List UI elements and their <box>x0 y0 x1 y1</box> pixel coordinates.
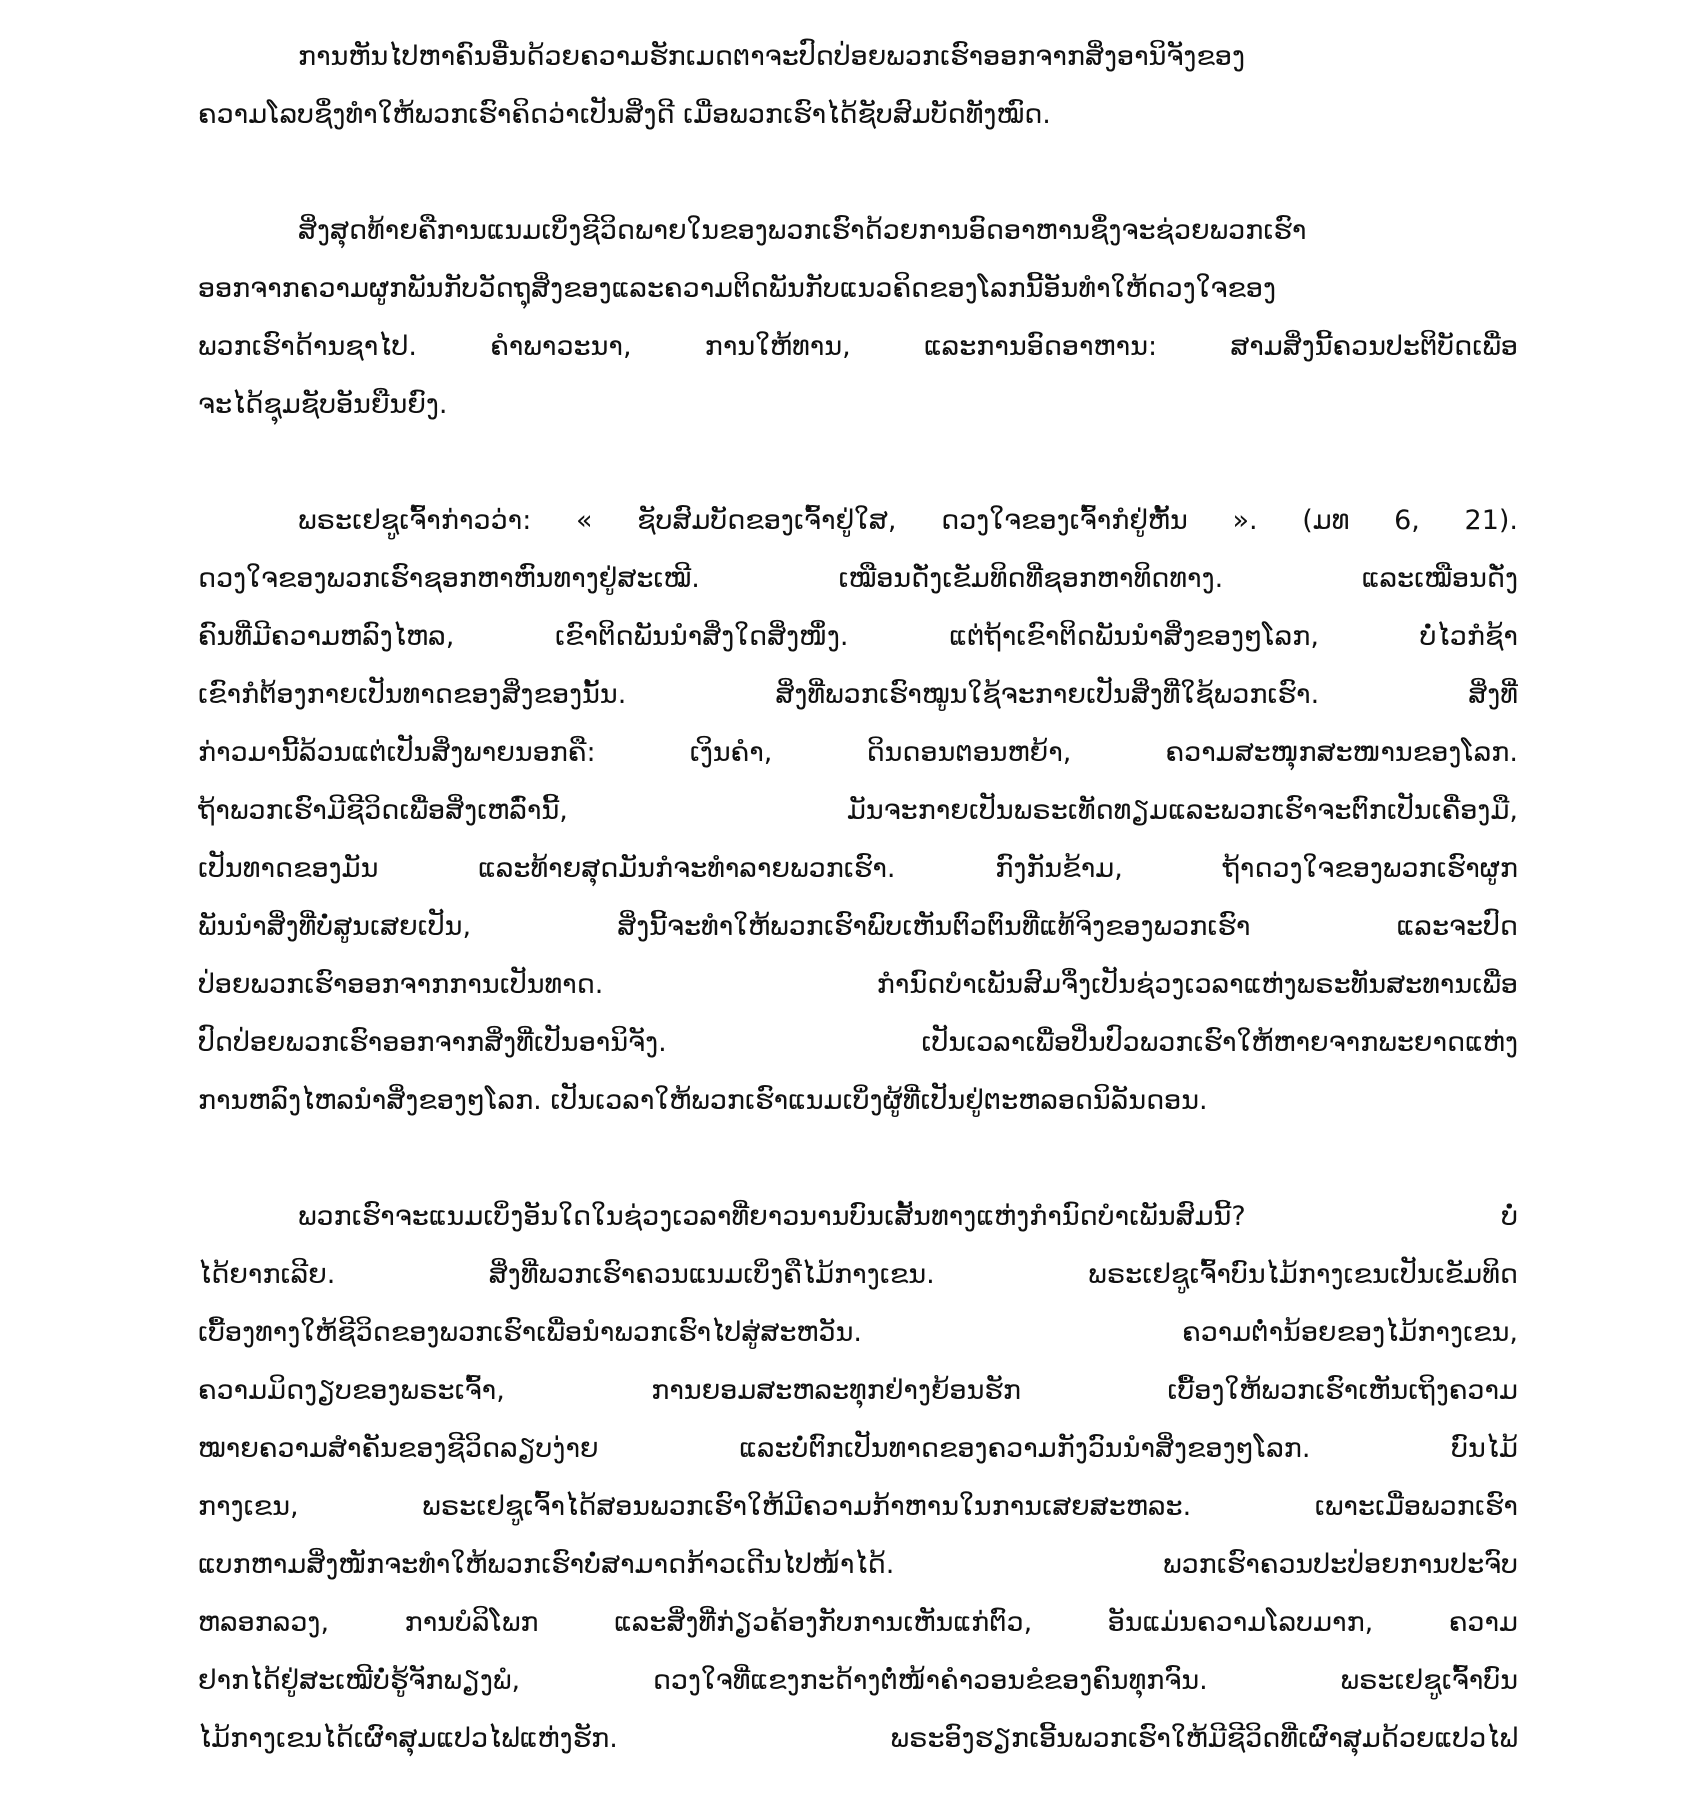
paragraph-gap <box>198 1130 1518 1188</box>
text-line: ຄົນທີ່ມີຄວາມຫລົງໄຫລ, ເຂົາຕິດພັນນຳສິ່ງໃດສິ່ງໜຶ່ງ. ແຕ່ຖ້າເຂົາຕິດພັນນຳສິ່ງຂອງໆໂລກ, ບໍ່ໄວກໍຊ້າ <box>198 621 1518 652</box>
paragraph-2 <box>198 202 1518 434</box>
text-line: ໄດ້ຍາກເລີຍ. ສິ່ງທີ່ພວກເຮົາຄວນແນມເບິ່ງຄືໄມ້ກາງເຂນ. ພຣະເຢຊູເຈົ້າບົນໄມ້ກາງເຂນເປັນເຂັມທິດ <box>198 1259 1518 1290</box>
text-line: ຄວາມມິດງຽບຂອງພຣະເຈົ້າ, ການຍອມສະຫລະທຸກຢ່າງຍ້ອນຮັກ ເບື້ອງໃຫ້ພວກເຮົາເຫັນເຖິງຄວາມ <box>198 1375 1518 1406</box>
text-line: ຢາກໄດ້ຢູ່ສະເໝີບໍ່ຮູ້ຈັກພຽງພໍ, ດວງໃຈທີ່ແຂງກະດ້າງຕໍ່ໜ້າຄຳວອນຂໍຂອງຄົນທຸກຈົນ. ພຣະເຢຊູເຈົ້າບົນ <box>198 1665 1518 1696</box>
text-line: ຫລອກລວງ, ການບໍລິໂພກ ແລະສິ່ງທີ່ກ່ຽວຄ້ອງກັບການເຫັນແກ່ຕົວ, ອັນແມ່ນຄວາມໂລບມາກ, ຄວາມ <box>198 1607 1518 1638</box>
text-line: ເປັນທາດຂອງມັນ ແລະທ້າຍສຸດມັນກໍຈະທຳລາຍພວກເຮົາ. ກົງກັນຂ້າມ, ຖ້າດວງໃຈຂອງພວກເຮົາຜູກ <box>198 853 1518 884</box>
paragraph-gap <box>198 144 1518 202</box>
text-line: ຖ້າພວກເຮົາມີຊີວິດເພື່ອສິ່ງເຫລົ່ານີ້, ມັນຈະກາຍເປັນພຣະເທັດທຽມແລະພວກເຮົາຈະຕົກເປັນເຄື່ອງມື, <box>198 795 1518 826</box>
text-line: ປົດປ່ອຍພວກເຮົາອອກຈາກສິ່ງທີ່ເປັນອານິຈັງ. ເປັນເວລາເພື່ອປິ່ນປົວພວກເຮົາໃຫ້ຫາຍຈາກພະຍາດແຫ່ງ <box>198 1027 1518 1058</box>
text-line: ການຫລົງໄຫລນຳສິ່ງຂອງໆໂລກ. ເປັນເວລາໃຫ້ພວກເຮົາແນມເບິ່ງຜູ້ທີ່ເປັນຢູ່ຕະຫລອດນິລັນດອນ. <box>198 1085 1208 1116</box>
text-line: ໄມ້ກາງເຂນໄດ້ເຜົາສຸມແປວໄຟແຫ່ງຮັກ. ພຣະອົງຮຽກເອີ້ນພວກເຮົາໃຫ້ມີຊີວິດທີ່ເຜົາສຸມດ້ວຍແປວໄຟ <box>198 1723 1518 1754</box>
text-line: ຈະໄດ້ຊຸມຊັບອັນຍືນຍົງ. <box>198 389 448 420</box>
paragraph-4 <box>198 1188 1518 1768</box>
text-line: ອອກຈາກຄວາມຜູກພັນກັບວັດຖຸສິ່ງຂອງແລະຄວາມຕິດພັນກັບແນວຄິດຂອງໂລກນີ້ອັນທຳໃຫ້ດວງໃຈຂອງ <box>198 273 1277 304</box>
text-line: ກ່າວມານີ້ລ້ວນແຕ່ເປັນສິ່ງພາຍນອກຄື: ເງິນຄຳ, ດິນດອນຕອນຫຍ້າ, ຄວາມສະໜຸກສະໜານຂອງໂລກ. <box>198 737 1518 768</box>
text-line: ຄວາມໂລບຊຶ່ງທຳໃຫ້ພວກເຮົາຄິດວ່າເປັນສິ່ງດີ ເມື່ອພວກເຮົາໄດ້ຊັບສົມບັດທັງໝົດ. <box>198 99 1051 130</box>
paragraph-1 <box>198 28 1518 144</box>
text-line: ປ່ອຍພວກເຮົາອອກຈາກການເປັນທາດ. ກຳນົດບຳເພັນສົມຈຶ່ງເປັນຊ່ວງເວລາແຫ່ງພຣະທັນສະທານເພື່ອ <box>198 969 1518 1000</box>
text-line: ພວກເຮົາດ້ານຊາໄປ. ຄຳພາວະນາ, ການໃຫ້ທານ, ແລະການອົດອາຫານ: ສາມສິ່ງນີ້ຄວນປະຕິບັດເພື່ອ <box>198 331 1518 362</box>
text-line: ແບກຫາມສິ່ງໜັກຈະທຳໃຫ້ພວກເຮົາບໍ່ສາມາດກ້າວເດີນໄປໜ້າໄດ້. ພວກເຮົາຄວນປະປ່ອຍການປະຈົບ <box>198 1549 1518 1580</box>
text-line: ພວກເຮົາຈະແນມເບິ່ງອັນໃດໃນຊ່ວງເວລາທີ່ຍາວນານບົນເສັ້ນທາງແຫ່ງກຳນົດບຳເພັນສົມນີ້? ບໍ່ <box>298 1201 1518 1232</box>
paragraph-3 <box>198 492 1518 1130</box>
text-line: ໝາຍຄວາມສຳຄັນຂອງຊີວິດລຽບງ່າຍ ແລະບໍ່ຕົກເປັນທາດຂອງຄວາມກັງວົນນຳສິ່ງຂອງໆໂລກ. ບົນໄມ້ <box>198 1433 1518 1464</box>
text-line: ການຫັນໄປຫາຄົນອື່ນດ້ວຍຄວາມຮັກເມດຕາຈະປົດປ່ອຍພວກເຮົາອອກຈາກສິ່ງອານິຈັງຂອງ <box>298 41 1246 72</box>
paragraph-gap <box>198 434 1518 492</box>
text-line: ພັນນຳສິ່ງທີ່ບໍ່ສູນເສຍເປັນ, ສິ່ງນີ້ຈະທຳໃຫ້ພວກເຮົາພົບເຫັນຕົວຕົນທີ່ແທ້ຈິງຂອງພວກເຮົາ ແລະຈະປົດ <box>198 911 1518 942</box>
text-line: ສິ່ງສຸດທ້າຍຄືການແນມເບິ່ງຊີວິດພາຍໃນຂອງພວກເຮົາດ້ວຍການອົດອາຫານຊຶ່ງຈະຊ່ວຍພວກເຮົາ <box>298 215 1307 246</box>
text-line: ພຣະເຢຊູເຈົ້າກ່າວວ່າ: « ຊັບສົມບັດຂອງເຈົ້າຢູ່ໃສ, ດວງໃຈຂອງເຈົ້າກໍຢູ່ຫັ້ນ ». (ມທ 6, 21). <box>298 505 1518 536</box>
text-line: ເບື້ອງທາງໃຫ້ຊີວິດຂອງພວກເຮົາເພື່ອນຳພວກເຮົາໄປສູ່ສະຫວັນ. ຄວາມຕ່ຳນ້ອຍຂອງໄມ້ກາງເຂນ, <box>198 1317 1518 1348</box>
text-line: ເຂົາກໍຕ້ອງກາຍເປັນທາດຂອງສິ່ງຂອງນັ້ນ. ສິ່ງທີ່ພວກເຮົາໝູນໃຊ້ຈະກາຍເປັນສິ່ງທີ່ໃຊ້ພວກເຮົາ. ສິ່ງທີ່ <box>198 679 1518 710</box>
text-line: ກາງເຂນ, ພຣະເຢຊູເຈົ້າໄດ້ສອນພວກເຮົາໃຫ້ມີຄວາມກ້າຫານໃນການເສຍສະຫລະ. ເພາະເມື່ອພວກເຮົາ <box>198 1491 1518 1522</box>
document-page <box>198 28 1518 1768</box>
text-line: ດວງໃຈຂອງພວກເຮົາຊອກຫາຫົນທາງຢູ່ສະເໝີ. ເໝືອນດັ່ງເຂັມທິດທີ່ຊອກຫາທິດທາງ. ແລະເໝືອນດັ່ງ <box>198 563 1518 594</box>
